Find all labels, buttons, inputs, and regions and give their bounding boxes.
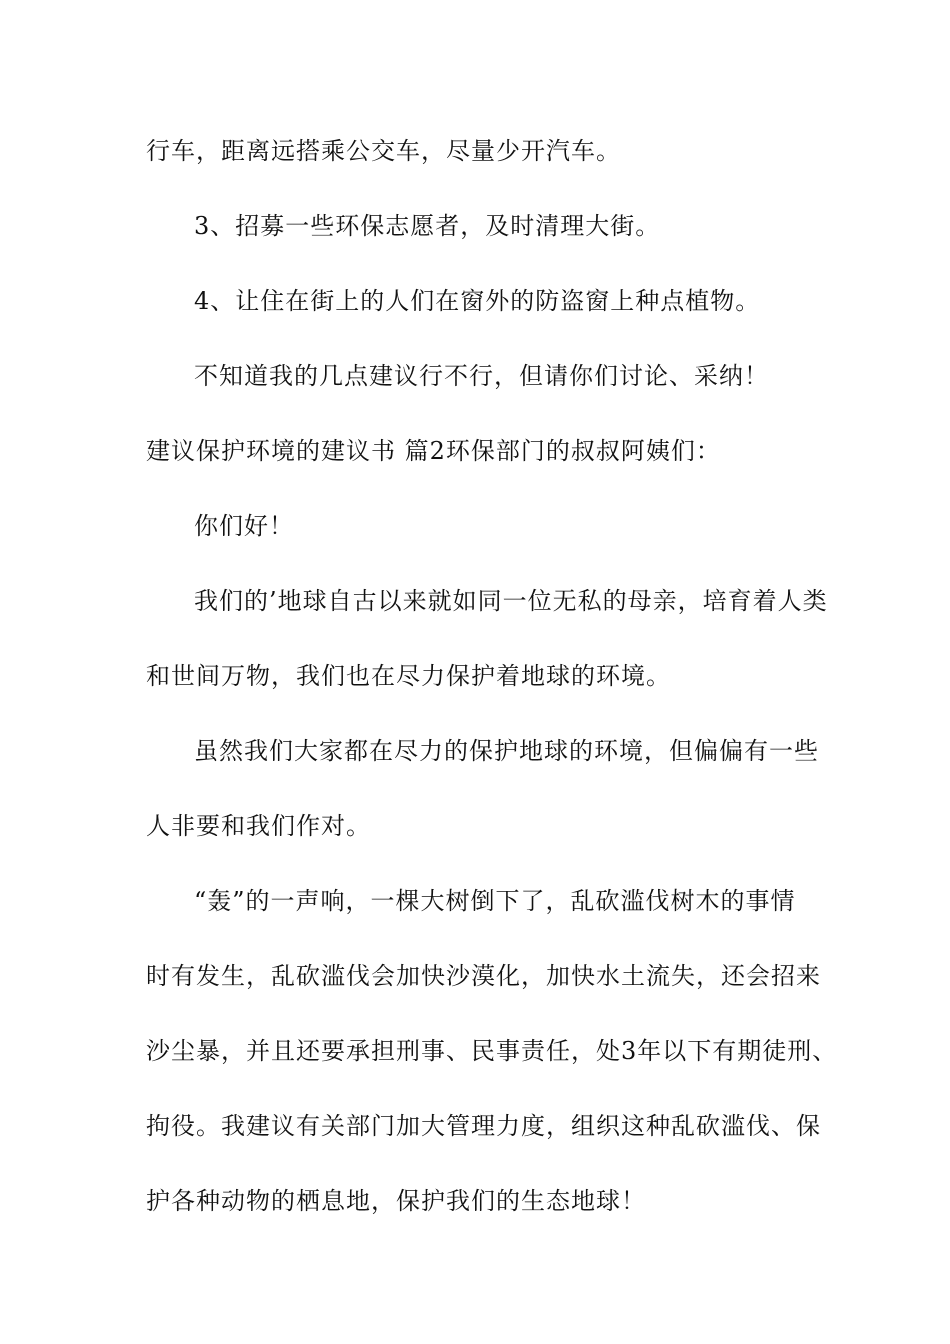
text-line: 行车，距离远搭乘公交车，尽量少开汽车。 <box>146 137 621 165</box>
text-line: 虽然我们大家都在尽力的保护地球的环境，但偏偏有一些 <box>194 737 819 765</box>
text-line: 3、招募一些环保志愿者，及时清理大街。 <box>194 212 661 240</box>
text-line: “轰”的一声响，一棵大树倒下了，乱砍滥伐树木的事情 <box>194 887 796 915</box>
section-heading: 建议保护环境的建议书 篇2环保部门的叔叔阿姨们： <box>146 437 721 465</box>
text-line: 不知道我的几点建议行不行，但请你们讨论、采纳！ <box>194 362 769 390</box>
text-line: 我们的’地球自古以来就如同一位无私的母亲，培育着人类 <box>194 587 828 615</box>
text-line: 时有发生，乱砍滥伐会加快沙漠化，加快水土流失，还会招来 <box>146 962 821 990</box>
text-line: 4、让住在街上的人们在窗外的防盗窗上种点植物。 <box>194 287 761 315</box>
greeting: 你们好！ <box>194 512 294 540</box>
text-line: 人非要和我们作对。 <box>146 812 371 840</box>
text-line: 沙尘暴，并且还要承担刑事、民事责任，处3年以下有期徒刑、 <box>146 1037 838 1065</box>
text-line: 和世间万物，我们也在尽力保护着地球的环境。 <box>146 662 671 690</box>
text-line: 护各种动物的栖息地，保护我们的生态地球！ <box>146 1187 646 1215</box>
text-line: 拘役。我建议有关部门加大管理力度，组织这种乱砍滥伐、保 <box>146 1112 821 1140</box>
